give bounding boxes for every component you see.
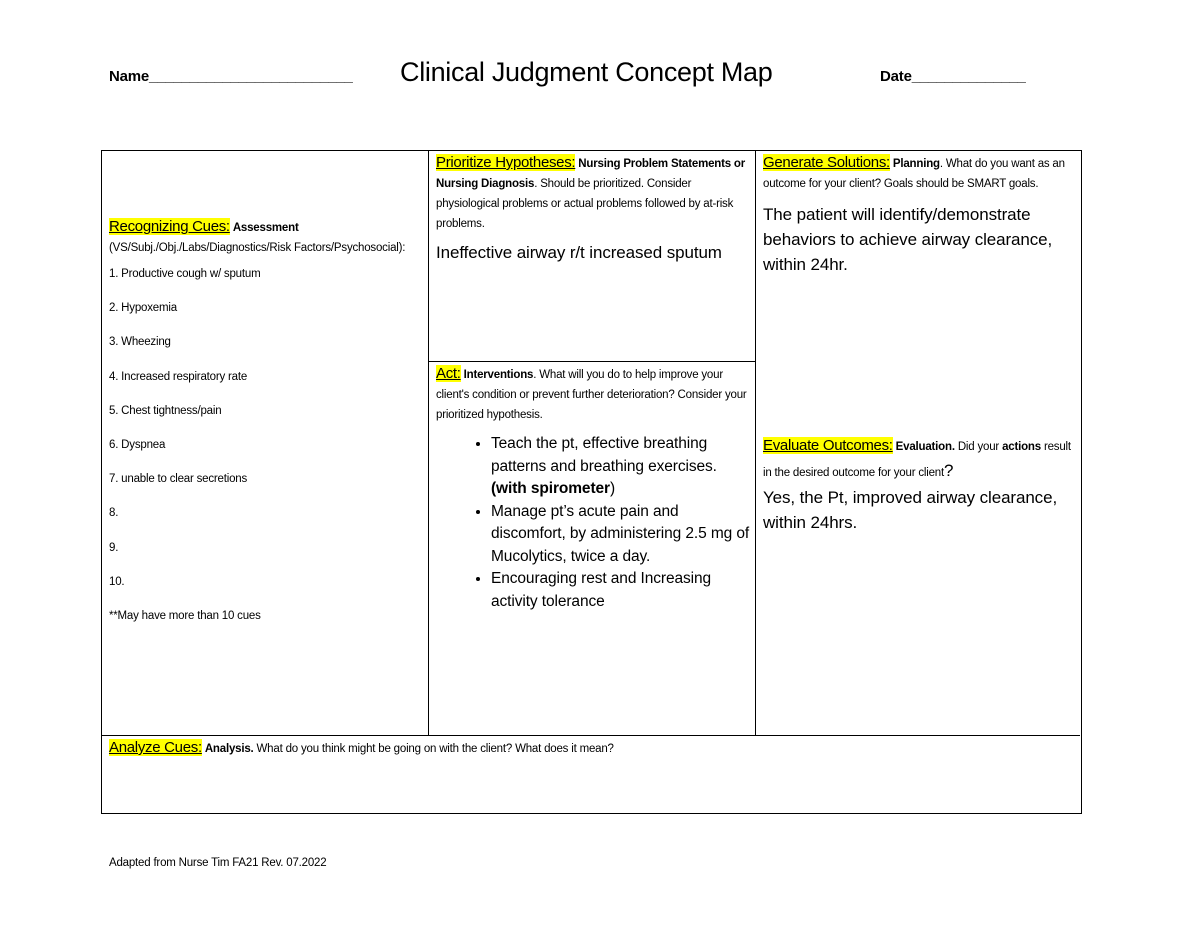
footer-text: Adapted from Nurse Tim FA21 Rev. 07.2022 xyxy=(109,857,327,869)
intervention-item xyxy=(491,433,751,501)
generate-answer: The patient will identify/demonstrate behaviors to achieve airway clearance, within 24hr. xyxy=(763,205,1053,274)
name-field[interactable]: Name_________________________ xyxy=(109,68,353,85)
analyze-cues-cell[interactable] xyxy=(109,738,1075,759)
cue-item: 9. xyxy=(109,541,119,554)
evaluate-answer: Yes, the Pt, improved airway clearance, within 24hrs. xyxy=(763,488,1058,532)
generate-description: . What do you want as an outcome for your client? Goals should be SMART goals. xyxy=(763,158,1065,190)
cues-list xyxy=(109,264,424,640)
intervention-text: Teach the pt, effective breathing patterns and breathing exercises. xyxy=(491,435,717,475)
act-heading: Act: xyxy=(436,365,461,382)
prioritize-hypotheses-cell[interactable] xyxy=(436,153,751,265)
evaluate-description-post: result in the desired outcome for your client xyxy=(763,441,1071,479)
planning-label: Planning xyxy=(892,158,940,170)
evaluate-description-pre: Did your xyxy=(957,441,1000,453)
cue-item: 3. Wheezing xyxy=(109,336,171,349)
prioritize-hypotheses-heading: Prioritize Hypotheses: xyxy=(436,154,576,171)
interventions-list xyxy=(436,433,751,613)
prioritize-description: . Should be prioritized. Consider physiological problems or actual problems followed by at-risk problems. xyxy=(436,178,734,230)
cue-item: 4. Increased respiratory rate xyxy=(109,370,248,383)
generate-description-block xyxy=(763,153,1077,194)
column-divider-1 xyxy=(428,151,429,735)
recognizing-cues-header xyxy=(109,217,424,238)
prioritize-answer: Ineffective airway r/t increased sputum xyxy=(436,243,722,262)
intervention-text-end: ) xyxy=(609,480,616,497)
assessment-description: (VS/Subj./Obj./Labs/Diagnostics/Risk Factors/Psychosocial): xyxy=(109,242,406,254)
cue-item: 8. xyxy=(109,507,119,520)
prioritize-description-block xyxy=(436,153,751,234)
cue-item: 5. Chest tightness/pain xyxy=(109,404,222,417)
intervention-item: • Encouraging rest and Increasing activity tolerance xyxy=(491,568,751,613)
evaluate-description-block xyxy=(763,434,1079,485)
assessment-label: Assessment xyxy=(232,222,299,234)
date-field[interactable]: Date______________ xyxy=(880,68,1026,85)
generate-solutions-heading: Generate Solutions: xyxy=(763,154,890,171)
cue-item: 10. xyxy=(109,575,125,588)
act-cell[interactable] xyxy=(436,364,751,613)
nursing-problem-label: Nursing Problem Statements or Nursing Diagnosis xyxy=(436,158,746,190)
column-divider-2 xyxy=(755,151,756,735)
evaluate-description-bold: actions xyxy=(1002,441,1041,453)
concept-map-grid xyxy=(101,150,1082,814)
row-divider-middle xyxy=(428,361,755,362)
intervention-bold-text: (with spirometer xyxy=(491,480,610,497)
page-title: Clinical Judgment Concept Map xyxy=(400,57,773,87)
intervention-item: • Manage pt’s acute pain and discomfort, by administering 2.5 mg of Mucolytics, twice a day. xyxy=(491,501,751,569)
cue-item: 7. unable to clear secretions xyxy=(109,473,248,486)
page-header xyxy=(0,56,1200,96)
cue-item: 6. Dyspnea xyxy=(109,438,166,451)
generate-solutions-cell[interactable] xyxy=(763,153,1077,277)
act-description: . What will you do to help improve your client's condition or prevent further deterioration? Consider your prioritized hypothesis. xyxy=(436,369,747,421)
cue-item: 1. Productive cough w/ sputum xyxy=(109,268,261,280)
evaluation-label: Evaluation. xyxy=(895,441,955,453)
evaluate-question-mark: ? xyxy=(943,461,954,480)
interventions-label: Interventions xyxy=(463,369,534,381)
analysis-label: Analysis. xyxy=(204,743,254,755)
analysis-description: What do you think might be going on with the client? What does it mean? xyxy=(256,743,614,755)
recognizing-cues-heading: Recognizing Cues: xyxy=(109,218,230,235)
recognizing-cues-cell[interactable] xyxy=(109,217,424,640)
row-divider-bottom xyxy=(102,735,1080,736)
cue-item: 2. Hypoxemia xyxy=(109,302,177,315)
evaluate-outcomes-cell[interactable] xyxy=(763,434,1079,535)
analyze-cues-heading: Analyze Cues: xyxy=(109,739,202,756)
act-description-block xyxy=(436,364,751,425)
cues-note: **May have more than 10 cues xyxy=(109,609,261,622)
evaluate-outcomes-heading: Evaluate Outcomes: xyxy=(763,437,893,454)
